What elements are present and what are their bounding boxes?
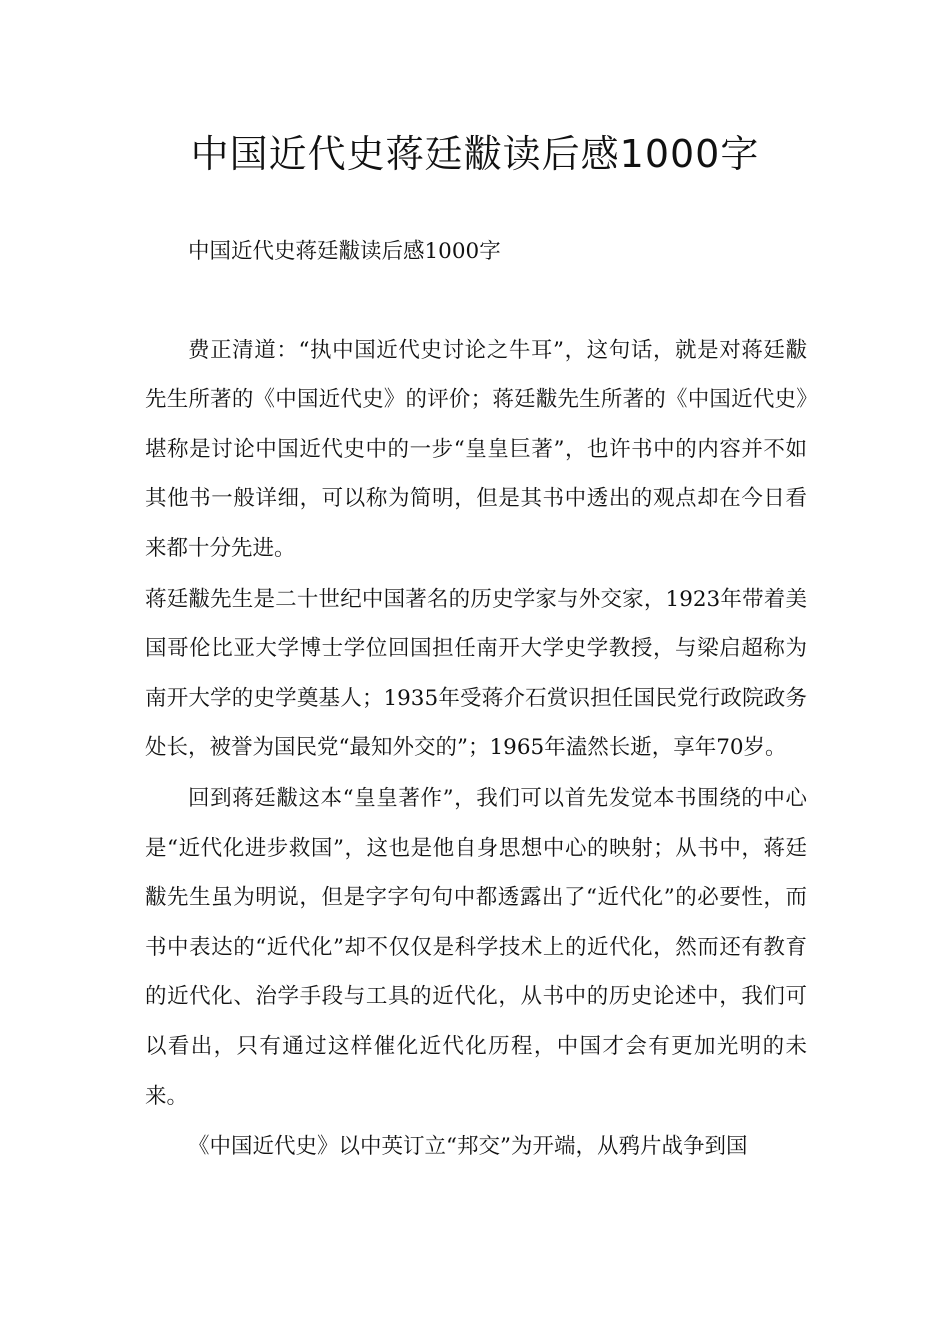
document-title: 中国近代史蒋廷黻读后感1000字 [190, 132, 760, 176]
paragraph-1: 费正清道：“执中国近代史讨论之牛耳”，这句话，就是对蒋廷黻先生所著的《中国近代史》的评价；蒋廷黻先生所著的《中国近代史》堪称是讨论中国近代史中的一步“皇皇巨著”，也许书中的内容并不如其他书一般详细，可以称为简明，但是其书中透出的观点却在今日看来都十分先进。 [145, 337, 807, 561]
document-subtitle: 中国近代史蒋廷黻读后感1000字 [188, 239, 501, 264]
paragraph-3: 回到蒋廷黻这本“皇皇著作”，我们可以首先发觉本书围绕的中心是“近代化进步救国”，这也是他自身思想中心的映射；从书中，蒋廷黻先生虽为明说，但是字字句句中都透露出了“近代化”的必要性，而书中表达的“近代化”却不仅仅是科学技术上的近代化，然而还有教育的近代化、治学手段与工具的近代化，从书中的历史论述中，我们可以看出，只有通过这样催化近代化历程，中国才会有更加光明的未来。 [145, 785, 807, 1109]
paragraph-4: 《中国近代史》以中英订立“邦交”为开端，从鸦片战争到国 [188, 1134, 748, 1160]
document-body [145, 227, 807, 1172]
paragraph-2: 蒋廷黻先生是二十世纪中国著名的历史学家与外交家，1923年带着美国哥伦比亚大学博士学位回国担任南开大学史学教授，与梁启超称为南开大学的史学奠基人；1935年受蒋介石赏识担任国民党行政院政务处长，被誉为国民党“最知外交的”；1965年溘然长逝，享年70岁。 [145, 586, 807, 761]
